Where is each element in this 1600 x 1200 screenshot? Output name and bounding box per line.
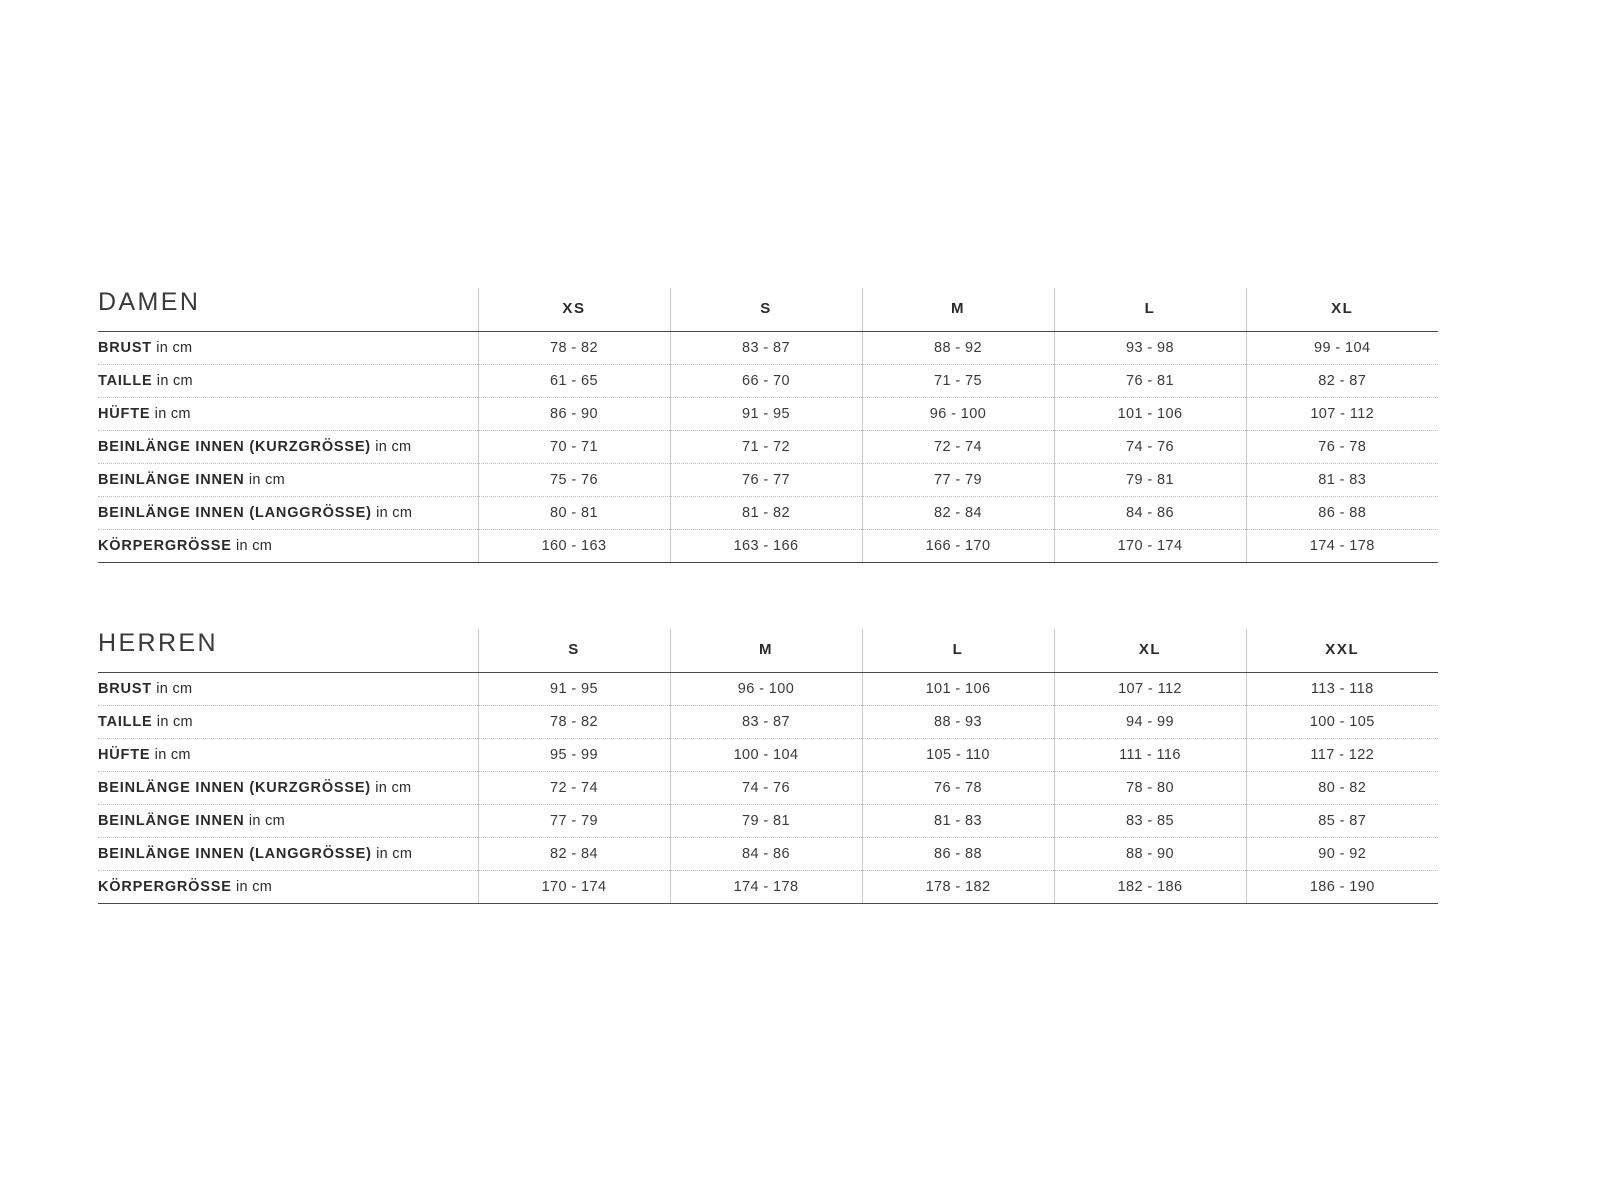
cell-value: 160 - 163 [478,530,670,563]
cell-value: 101 - 106 [1054,398,1246,431]
size-header-xxl: XXL [1246,629,1438,673]
table-header-row [98,629,1438,673]
row-label-unit: in cm [370,780,412,796]
table-spacer [98,563,1438,629]
table-header-herren [98,629,1438,673]
size-tables-container [98,288,1438,904]
cell-value: 174 - 178 [1246,530,1438,563]
table-row [98,838,1438,871]
cell-value: 99 - 104 [1246,332,1438,365]
cell-value: 100 - 104 [670,739,862,772]
row-label-unit: in cm [150,747,191,763]
cell-value: 76 - 77 [670,464,862,497]
table-row [98,497,1438,530]
cell-value: 88 - 90 [1054,838,1246,871]
cell-value: 94 - 99 [1054,706,1246,739]
cell-value: 107 - 112 [1246,398,1438,431]
table-row [98,464,1438,497]
cell-value: 78 - 82 [478,332,670,365]
table-title-herren: HERREN [98,629,478,673]
cell-value: 78 - 80 [1054,772,1246,805]
row-label-unit: in cm [244,472,286,488]
cell-value: 163 - 166 [670,530,862,563]
table-row [98,805,1438,838]
cell-value: 170 - 174 [1054,530,1246,563]
row-label-beinlaenge [98,464,478,497]
row-label-brust [98,332,478,365]
cell-value: 90 - 92 [1246,838,1438,871]
cell-value: 80 - 81 [478,497,670,530]
row-label-strong: HÜFTE [98,747,151,763]
cell-value: 186 - 190 [1246,871,1438,904]
table-row [98,772,1438,805]
cell-value: 113 - 118 [1246,673,1438,706]
cell-value: 95 - 99 [478,739,670,772]
size-header-m: M [670,629,862,673]
cell-value: 81 - 83 [862,805,1054,838]
cell-value: 82 - 87 [1246,365,1438,398]
row-label-strong: BEINLÄNGE INNEN [98,472,245,488]
row-label-taille [98,365,478,398]
cell-value: 74 - 76 [670,772,862,805]
table-row [98,739,1438,772]
row-label-unit: in cm [371,505,413,521]
row-label-unit: in cm [371,846,413,862]
cell-value: 71 - 72 [670,431,862,464]
cell-value: 77 - 79 [862,464,1054,497]
row-label-unit: in cm [231,879,273,895]
row-label-strong: KÖRPERGRÖSSE [98,538,232,554]
cell-value: 170 - 174 [478,871,670,904]
size-header-l: L [1054,288,1246,332]
row-label-strong: BEINLÄNGE INNEN (KURZGRÖSSE) [98,439,371,455]
row-label-strong: BRUST [98,681,152,697]
table-row [98,530,1438,563]
cell-value: 84 - 86 [1054,497,1246,530]
cell-value: 70 - 71 [478,431,670,464]
size-header-l: L [862,629,1054,673]
row-label-taille [98,706,478,739]
cell-value: 182 - 186 [1054,871,1246,904]
cell-value: 91 - 95 [478,673,670,706]
cell-value: 76 - 81 [1054,365,1246,398]
cell-value: 86 - 88 [1246,497,1438,530]
row-label-unit: in cm [152,714,193,730]
cell-value: 76 - 78 [862,772,1054,805]
row-label-strong: BRUST [98,340,152,356]
row-label-huefte [98,398,478,431]
cell-value: 86 - 88 [862,838,1054,871]
row-label-strong: TAILLE [98,714,153,730]
cell-value: 96 - 100 [670,673,862,706]
cell-value: 91 - 95 [670,398,862,431]
cell-value: 61 - 65 [478,365,670,398]
cell-value: 88 - 92 [862,332,1054,365]
row-label-strong: HÜFTE [98,406,151,422]
cell-value: 72 - 74 [862,431,1054,464]
cell-value: 83 - 85 [1054,805,1246,838]
cell-value: 79 - 81 [1054,464,1246,497]
row-label-unit: in cm [370,439,412,455]
cell-value: 74 - 76 [1054,431,1246,464]
size-header-xl: XL [1054,629,1246,673]
cell-value: 107 - 112 [1054,673,1246,706]
row-label-unit: in cm [244,813,286,829]
row-label-brust [98,673,478,706]
table-body-damen [98,332,1438,563]
cell-value: 81 - 82 [670,497,862,530]
table-header-row [98,288,1438,332]
table-title-damen: DAMEN [98,288,478,332]
table-row [98,871,1438,904]
row-label-unit: in cm [152,373,193,389]
cell-value: 83 - 87 [670,332,862,365]
cell-value: 96 - 100 [862,398,1054,431]
table-row [98,332,1438,365]
size-header-xl: XL [1246,288,1438,332]
size-header-xs: XS [478,288,670,332]
cell-value: 101 - 106 [862,673,1054,706]
cell-value: 84 - 86 [670,838,862,871]
cell-value: 75 - 76 [478,464,670,497]
cell-value: 82 - 84 [862,497,1054,530]
cell-value: 72 - 74 [478,772,670,805]
size-table-damen [98,288,1438,563]
table-row [98,398,1438,431]
table-body-herren [98,673,1438,904]
cell-value: 83 - 87 [670,706,862,739]
row-label-huefte [98,739,478,772]
cell-value: 85 - 87 [1246,805,1438,838]
cell-value: 82 - 84 [478,838,670,871]
cell-value: 117 - 122 [1246,739,1438,772]
table-row [98,673,1438,706]
row-label-strong: TAILLE [98,373,153,389]
row-label-beinlaenge-lang [98,497,478,530]
cell-value: 174 - 178 [670,871,862,904]
cell-value: 78 - 82 [478,706,670,739]
cell-value: 77 - 79 [478,805,670,838]
cell-value: 100 - 105 [1246,706,1438,739]
table-row [98,706,1438,739]
row-label-beinlaenge [98,805,478,838]
cell-value: 93 - 98 [1054,332,1246,365]
row-label-strong: BEINLÄNGE INNEN (LANGGRÖSSE) [98,846,372,862]
table-header-damen [98,288,1438,332]
cell-value: 105 - 110 [862,739,1054,772]
row-label-unit: in cm [231,538,273,554]
cell-value: 86 - 90 [478,398,670,431]
row-label-strong: BEINLÄNGE INNEN (KURZGRÖSSE) [98,780,371,796]
row-label-unit: in cm [150,406,191,422]
row-label-strong: BEINLÄNGE INNEN [98,813,245,829]
cell-value: 79 - 81 [670,805,862,838]
size-table-herren [98,629,1438,904]
cell-value: 88 - 93 [862,706,1054,739]
cell-value: 66 - 70 [670,365,862,398]
size-header-s: S [478,629,670,673]
row-label-strong: KÖRPERGRÖSSE [98,879,232,895]
row-label-strong: BEINLÄNGE INNEN (LANGGRÖSSE) [98,505,372,521]
size-header-m: M [862,288,1054,332]
cell-value: 76 - 78 [1246,431,1438,464]
row-label-unit: in cm [151,681,193,697]
row-label-unit: in cm [151,340,193,356]
table-row [98,365,1438,398]
cell-value: 71 - 75 [862,365,1054,398]
cell-value: 80 - 82 [1246,772,1438,805]
cell-value: 81 - 83 [1246,464,1438,497]
row-label-koerpergroesse [98,530,478,563]
cell-value: 178 - 182 [862,871,1054,904]
row-label-koerpergroesse [98,871,478,904]
size-header-s: S [670,288,862,332]
row-label-beinlaenge-kurz [98,431,478,464]
cell-value: 111 - 116 [1054,739,1246,772]
table-row [98,431,1438,464]
cell-value: 166 - 170 [862,530,1054,563]
row-label-beinlaenge-lang [98,838,478,871]
row-label-beinlaenge-kurz [98,772,478,805]
